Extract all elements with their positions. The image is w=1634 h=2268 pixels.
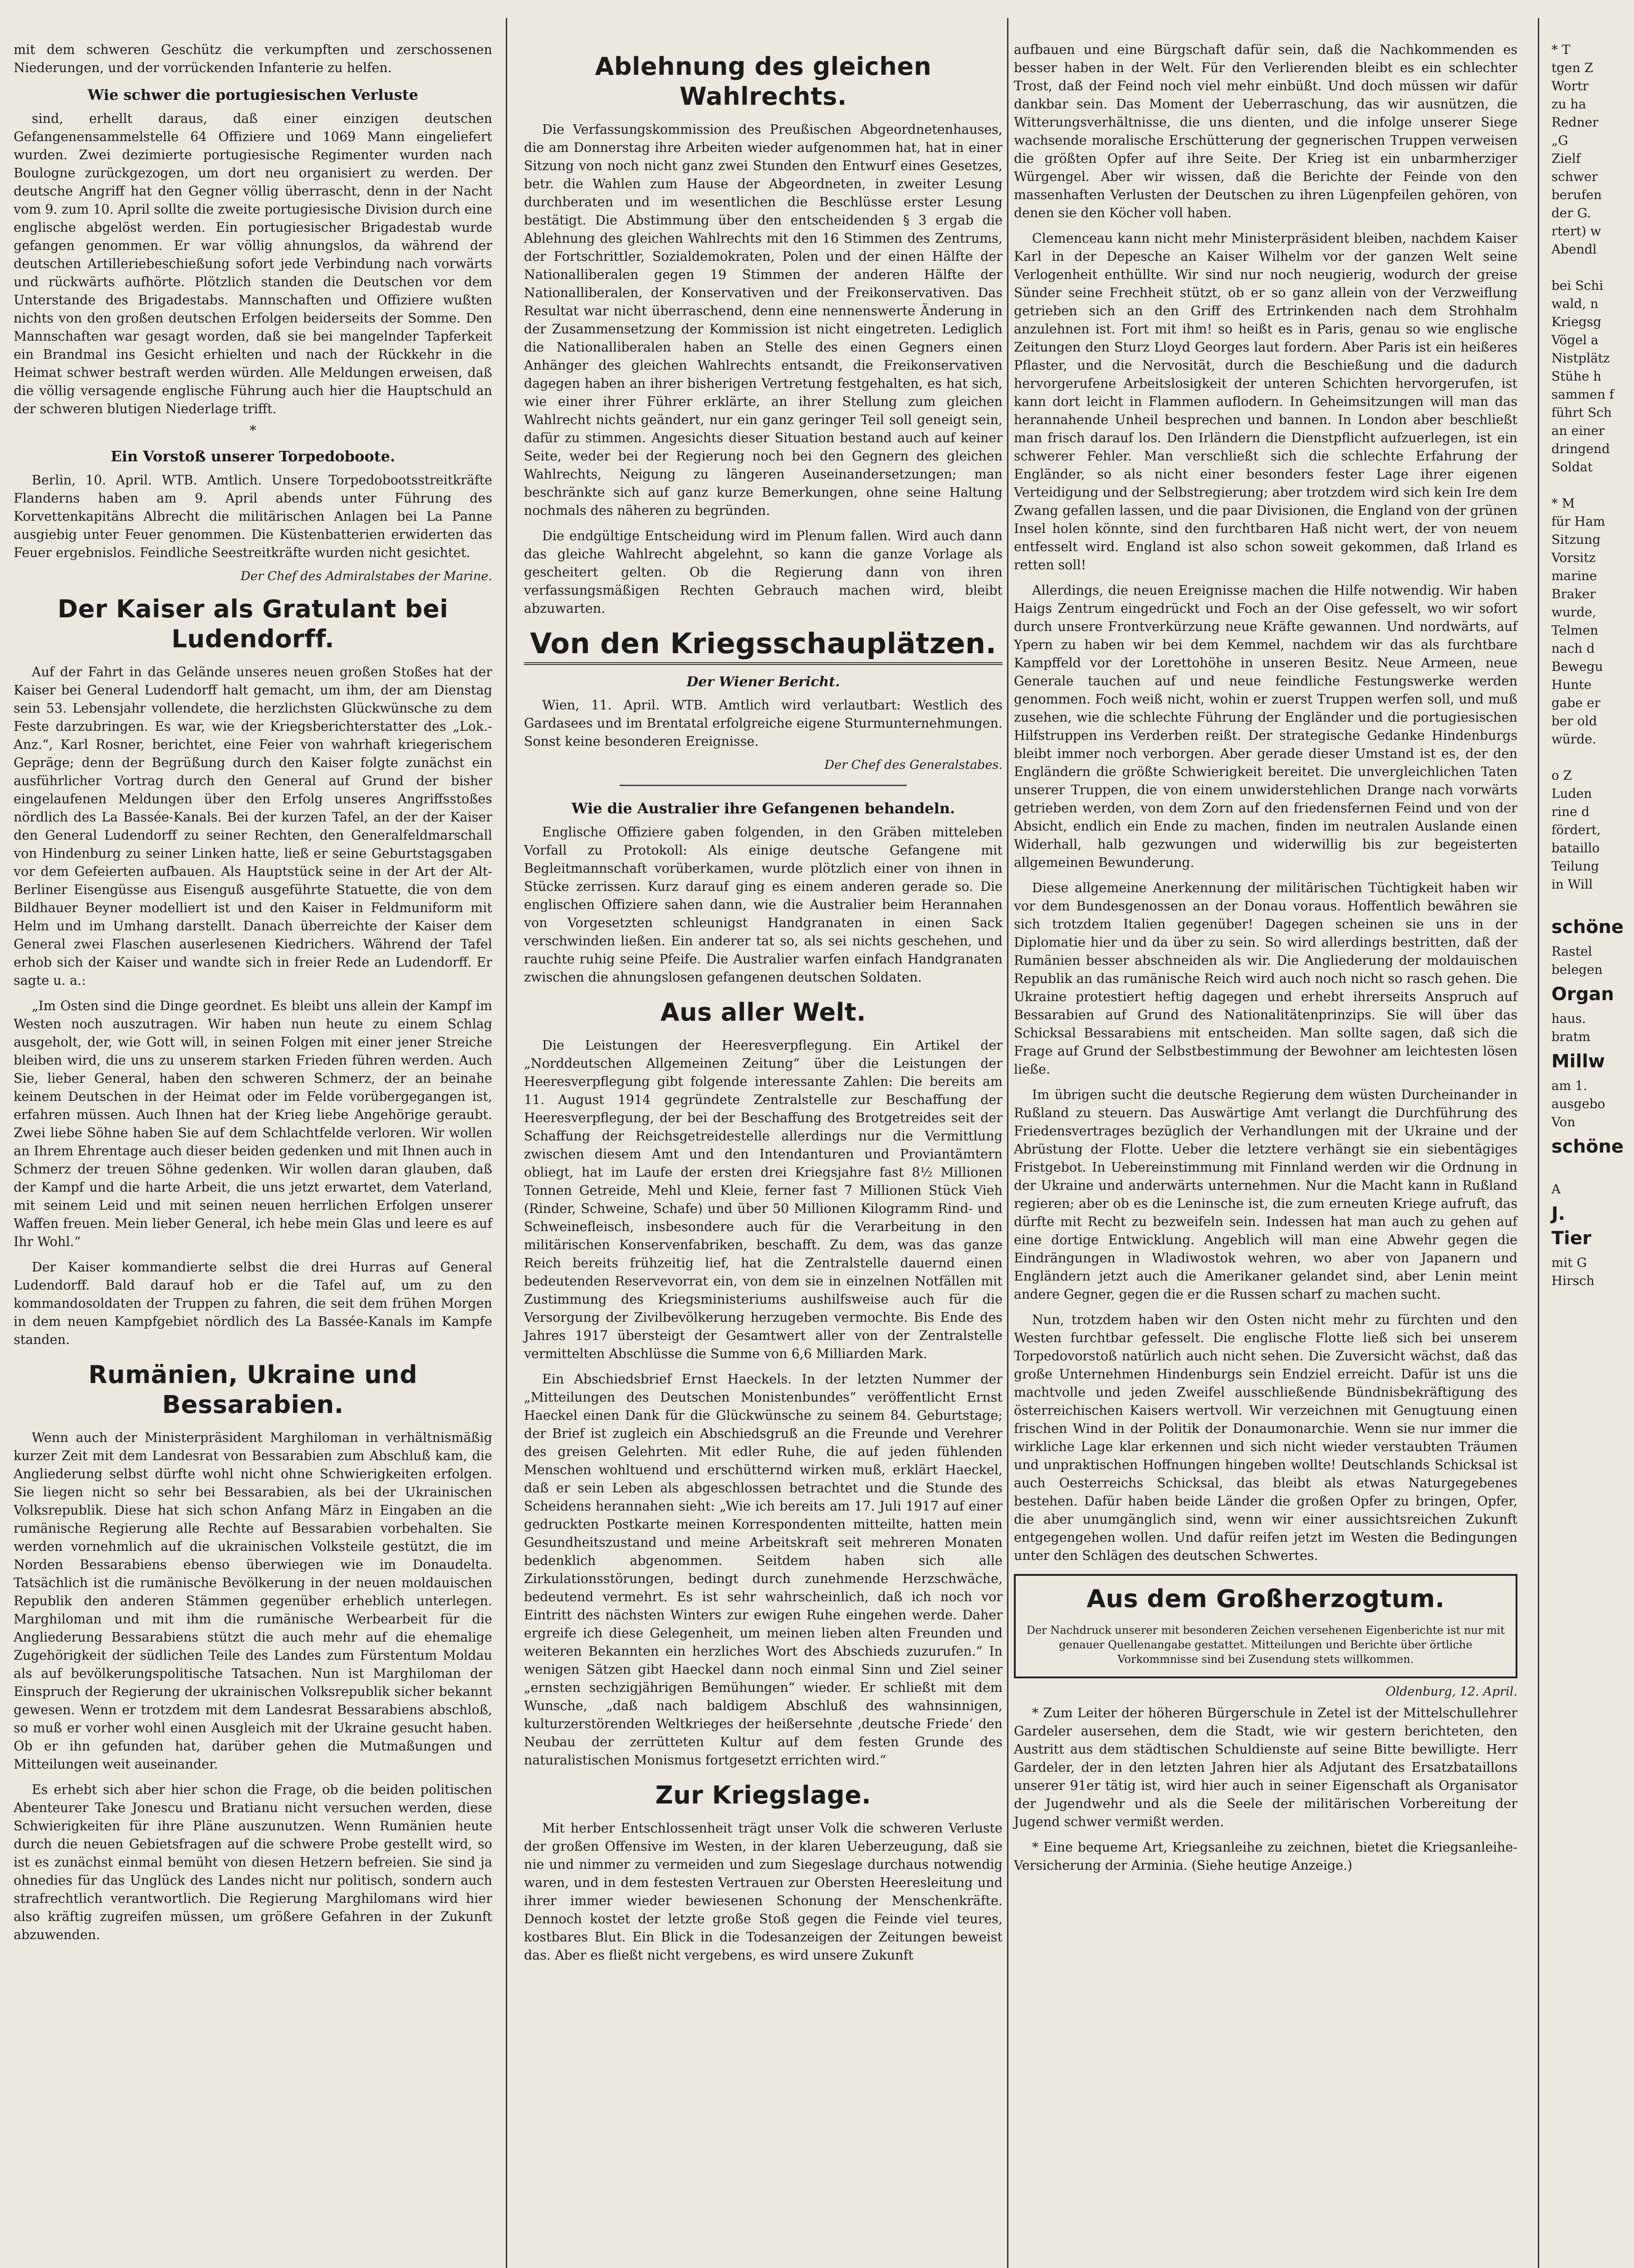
rumania-paragraph-2: Es erhebt sich aber hier schon die Frage, ob die beiden politischen Abenteurer Take Jonescu und Bratianu nicht versuchen werden, diese Schwierigkeiten für ihre Pläne auszunutzen. Wenn Rumänien heute durch die neuen Gebietsfragen auf die schwere Probe gestellt wird, so ist es zunächst einmal bemüht von diesen Hetzern befreien. Sie sind ja ohnedies für das Unglück des Landes nicht nur politisch, sondern auch strafrechtlich verantwortlich. Die Regierung Marghilomans wird hier also kräftig zugreifen müssen, um größere Gefahren in der Zukunft abzuwenden. <box>14 1782 492 1942</box>
torpedo-signature: Der Chef des Admiralstabes der Marine. <box>240 569 492 583</box>
fragment-line <box>1551 748 1629 767</box>
rumania-heading: Rumänien, Ukraine und Bessarabien. <box>88 1360 418 1419</box>
fragment-line: zu ha <box>1551 97 1586 112</box>
fragment-line: Stühe h <box>1551 369 1602 384</box>
torpedo-text: Berlin, 10. April. WTB. Amtlich. Unsere Torpedobootsstreitkräfte Flanderns haben am 9. April abends unter Führung des Korvettenkapitäns Albrecht die militärischen Anlagen bei La Panne ausgiebig unter Feuer genommen. Die Küstenbatterien erwiderten das Feuer ergebnislos. Feindliche Seestreitkräfte wurden nicht gesichtet. <box>14 473 492 560</box>
fragment-line: Sitzung <box>1551 532 1601 547</box>
column-4-fragment <box>1551 41 1629 1290</box>
wahlrecht-paragraph-1: Die Verfassungskommission des Preußischen Abgeordnetenhauses, die am Donnerstag ihre Arbeiten wieder aufgenommen hat, hat in einer Sitzung von noch nicht ganz zwei Stunden den Entwurf eines Gesetzes, betr. die Wahlen zum Hause der Abgeordneten, in zweiter Lesung durchberaten und im wesentlichen die Beschlüsse erster Lesung bestätigt. Die Abstimmung über den entscheidenden § 3 ergab die Ablehnung des gleichen Wahlrechts mit den 16 Stimmen des Zentrums, der Fortschrittler, Sozialdemokraten, Polen und der einen Hälfte der Nationalliberalen gegen 19 Stimmen der anderen Hälfte der Nationalliberalen, der Konservativen und der Freikonservativen. Das Resultat war nicht überraschend, denn eine nennenswerte Änderung in der Zusammensetzung der Kommission ist nicht eingetreten. Lediglich die Nationalliberalen haben an Stelle des einen Gegners einen Anhänger des gleichen Wahlrechts entsandt, die Freikonservativen dagegen haben an ihrer bisherigen Vertretung festgehalten, es hat sich, wie einer ihrer Führer erklärte, an ihrer Stellung zum gleichen Wahlrecht nichts geändert, nur ein ganz geringer Teil soll geneigt sein, dafür zu stimmen. Angesichts dieser Situation bestand auch auf keiner Seite, weder bei der Regierung noch bei den Gegnern des gleichen Wahlrechts, Neigung zu längeren Auseinandersetzungen; man beschränkte sich auf ganz kurze Bemerkungen, ohne seine Haltung nochmals des näheren zu begründen. <box>524 122 1003 518</box>
fragment-line: o Z <box>1551 768 1572 783</box>
fragment-line: Luden <box>1551 786 1592 801</box>
fragment-line: der G. <box>1551 205 1591 220</box>
fragment-line: Organ <box>1551 984 1614 1005</box>
fragment-line <box>1551 476 1629 494</box>
welt-paragraph-1: Die Leistungen der Heeresverpflegung. Ein Artikel der „Norddeutschen Allgemeinen Zeitung“ über die Leistungen der Heeresverpflegung gibt folgende interessante Zahlen: Die bereits am 11. August 1914 gegründete Zentralstelle zur Beschaffung der Heeresverpflegung, der bei der Beschaffung des Brotgetreides seit der Schaffung der Reichsgetreidestelle allerdings nur die Vermittlung zwischen diesem Amt und den Intendanturen und Proviantämtern obliegt, hat im Laufe der ersten drei Kriegsjahre fast 8½ Millionen Tonnen Getreide, Mehl und Kleie, ferner fast 7 Millionen Stück Vieh (Rinder, Schweine, Schafe) und über 50 Millionen Kilogramm Rind- und Schweinefleisch, insbesondere auch für die Verarbeitung in den militärischen Konservenfabriken, beschafft. Zu dem, was das ganze Reich bereits frühzeitig lief, hat die Zentralstelle dauernd einen bedeutenden Reservevorrat ein, von dem sie in einzelnen Notfällen mit Zustimmung des Kriegsministeriums aushilfsweise auch für die Versorgung der Zivilbevölkerung herzugeben vermochte. Bis Ende des Jahres 1917 übersteigt der Gesamtwert aller von der Zentralstelle vermittelten Abschlüsse die Summe von 6,6 Milliarden Mark. <box>524 1038 1003 1361</box>
fragment-line: nach d <box>1551 641 1595 656</box>
fragment-line: J. <box>1551 1203 1566 1224</box>
fragment-line: sammen f <box>1551 387 1614 402</box>
fragment-line: Soldat <box>1551 459 1593 474</box>
fragment-line <box>1551 259 1629 277</box>
kaiser-paragraph-2: Der Kaiser kommandierte selbst die drei Hurras auf General Ludendorff. Bald darauf hob er die Tafel auf, um zu den kommandosoldaten der Truppen zu fahren, die seit dem frühen Morgen in dem neuen Kampfgebiet nördlich des La Bassée-Kanals im Kampfe standen. <box>14 1260 492 1347</box>
lage-text: Mit herber Entschlossenheit trägt unser Volk die schweren Verluste der großen Offensive im Westen, in der klaren Ueberzeugung, daß sie nie und nimmer zu vermeiden und zum Siegeslage durchaus notwendig waren, und in dem festesten Vertrauen zur Obersten Heeresleitung und ihrer immer wieder bewiesenen Schonung der Menschenkräfte. Dennoch kostet der letzte große Stoß gegen die Feinde viel teures, kostbares Blut. Ein Blick in die Todesanzeigen der Zeitungen beweist das. Aber es fließt nicht vergebens, es wird unsere Zukunft <box>524 1821 1003 1963</box>
fragment-line: schöne <box>1551 917 1624 938</box>
kaiser-paragraph-1: Auf der Fahrt in das Gelände unseres neuen großen Stoßes hat der Kaiser bei General Ludendorff halt gemacht, um ihm, der am Dienstag sein 53. Lebensjahr vollendete, die herzlichsten Glückwünsche zu dem Feste darzubringen. Es war, wie der Kriegsberichterstatter des „Lok.-Anz.“, Karl Rosner, berichtet, eine Feier von wahrhaft kriegerischem Gepräge; denn der Begrüßung durch den Kaiser folgte zunächst ein ausführlicher Vortrag durch den General auf Grund der bisher eingelaufenen Meldungen über den Erfolg unseres Angriffsstoßes nördlich des La Bassée-Kanals. Bei der kurzen Tafel, an der der Kaiser den General Ludendorff zu seiner Rechten, den Generalfeldmarschall von Hindenburg zu seiner Linken hatte, ließ er seine Geburtstagsgaben vor dem Gefeierten aufbauen. Als Hauptstück seine in der Art der Alt-Berliner Eisengüsse aus Eisenguß ausgeführte Statuette, die von dem Bildhauer Beyner modelliert ist und den Kaiser in Feldmuniform mit Helm und im Umhang darstellt. Danach überreichte der Kaiser dem General zwei Flaschen auserlesenen Kiedrichers. Während der Tafel erhob sich der Kaiser und wandte sich in freier Rede an Ludendorff. Er sagte u. a.: <box>14 665 492 988</box>
col3-paragraph-6: Nun, trotzdem haben wir den Osten nicht mehr zu fürchten und den Westen furchtbar gefesselt. Die englische Flotte ließ sich bei unserem Torpedovorstoß natürlich auch nicht sehen. Die Zuversicht wächst, daß das große Unternehmen Hindenburgs sein Endziel erreicht. Dafür ist uns die machtvolle und jeden Zweifel ausschließende Bündnisbekräftigung des österreichischen Kaisers wertvoll. Wir verzeichnen mit Genugtuung einen frischen Wind in der Politik der Donaumonarchie. Wenn sie nur immer die wirkliche Lage klar erkennen und sich nicht wieder verstaubten Träumen und unpraktischen Hoffnungen hingeben wollte! Deutschlands Schicksal ist auch Oesterreichs Schicksal, das bleibt als etwas Naturgegebenes bestehen. Dafür haben beide Länder die großen Opfer zu bringen, Opfer, die aber unumgänglich sind, wenn wir einer aussichtsreichen Zukunft entgegengehen wollen. Und dafür reifen jetzt im Westen die Bedingungen unter den Schlägen des deutschen Schwertes. <box>1014 1312 1517 1563</box>
fragment-line: gabe er <box>1551 695 1600 710</box>
front-signature: Der Chef des Generalstabes. <box>824 758 1003 772</box>
fragment-line: ausgebo <box>1551 1096 1605 1111</box>
fragment-line: Rastel <box>1551 944 1592 959</box>
intro-text: mit dem schweren Geschütz die verkumpften und zerschossenen Niederungen, und der vorrückenden Infanterie zu helfen. <box>14 42 492 75</box>
fragment-line: rtert) w <box>1551 224 1601 239</box>
front-text: Wien, 11. April. WTB. Amtlich wird verlautbart: Westlich des Gardasees und im Brentatal erfolgreiche eigene Sturmunternehmungen. Sonst keine besonderen Ereignisse. <box>524 698 1003 749</box>
fragment-line: bratm <box>1551 1029 1590 1044</box>
welt-paragraph-2: Ein Abschiedsbrief Ernst Haeckels. In der letzten Nummer der „Mitteilungen des Deutschen Monistenbundes“ veröffentlicht Ernst Haeckel einen Dank für die Glückwünsche zu seinem 84. Geburtstage; der Brief ist zugleich ein Abschiedsgruß an die Freunde und Verehrer des greisen Gelehrten. Mit edler Ruhe, die auf jeden fühlenden Menschen wohltuend und erschütternd wirken muß, erklärt Haeckel, daß er sein Leben als abgeschlossen betrachtet und die Stunde des Scheidens herannahen sieht: „Wie ich bereits am 17. Juli 1917 auf einer gedruckten Postkarte meinen Korrespondenten mitteilte, hatten mein Gesundheitszustand und meine Arbeitskraft seit mehreren Monaten bedenklich abgenommen. Seitdem haben sich alle Zirkulationsstörungen, bedingt durch zunehmende Herzschwäche, bedeutend vermehrt. Es ist sehr wahrscheinlich, daß ich noch vor Eintritt des nächsten Winters zur ewigen Ruhe eingehen werde. Daher ergreife ich diese Gelegenheit, um meinen lieben alten Freunden und weiteren Bekannten ein herzliches Wort des Abschieds zuzurufen.“ In wenigen Sätzen gibt Haeckel dann noch einmal Sinn und Ziel seiner „ernsten sechzigjährigen Bemühungen“ wieder. Er schließt mit dem Wunsche, „daß nach baldigem Abschluß des wahnsinnigen, kulturzerstörenden Weltkrieges der heißersehnte ‚deutsche Friede‘ den Neubau der zerrütteten Kultur auf dem festen Grunde des naturalistischen Monismus fortgesetzt errichten wird.“ <box>524 1372 1003 1768</box>
grossherzogtum-paragraph-1: * Zum Leiter der höheren Bürgerschule in Zetel ist der Mittelschullehrer Gardeler ausersehen, dem die Stadt, wie wir gestern berichteten, den Austritt aus dem städtischen Schuldienste auf seine Bitte bewilligte. Herr Gardeler, der in den letzten Jahren hier als Adjutant des Ersatzbataillons unserer 91er tätig ist, wird hier auch in seiner Eigenschaft als Organisator der Jugendwehr und als die Seele der militärischen Vorbereitung der Jugend schwer vermißt werden. <box>1014 1706 1517 1829</box>
loss-heading: Wie schwer die portugiesischen Verluste <box>88 86 418 103</box>
fragment-line: Vögel a <box>1551 332 1599 347</box>
fragment-line: haus. <box>1551 1011 1586 1026</box>
col3-paragraph-1: aufbauen und eine Bürgschaft dafür sein, daß die Nachkommenden es besser haben in der Welt. Für den Verlierenden bleibt es ein schlechter Trost, daß der Feind noch viel mehr einbüßt. Und doch müssen wir dafür dankbar sein. Das Moment der Ueberraschung, das wir ausnützen, die Witterungsverhältnisse, die uns dienten, und die infolge unserer Siege wachsende moralische Erschütterung der gegnerischen Truppen verweisen die größten Opfer auf ihre Seite. Der Krieg ist ein unbarmherziger Würgengel. Aber wir wissen, daß die Berichte der Feinde von den massenhaften Verlusten der Deutschen zu ihren Lügenpfeilen gehören, von denen sie den Köcher voll haben. <box>1014 42 1517 220</box>
welt-heading: Aus aller Welt. <box>660 998 866 1026</box>
fragment-line: belegen <box>1551 962 1603 977</box>
grossherzogtum-paragraph-2: * Eine bequeme Art, Kriegsanleihe zu zeichnen, bietet die Kriegsanleihe-Versicherung der Arminia. (Siehe heutige Anzeige.) <box>1014 1840 1517 1873</box>
fragment-line: würde. <box>1551 732 1596 747</box>
loss-text: sind, erhellt daraus, daß einer einzigen deutschen Gefangenensammelstelle 64 Offiziere und 1069 Mann eingeliefert wurden. Zwei dezimierte portugiesische Regimenter wurden nach Boulogne zurückgezogen, um dort neu organisiert zu werden. Der deutsche Angriff hat den Gegner völlig überrascht, denn in der Nacht vom 9. zum 10. April sollte die zweite portugiesische Division durch eine englische abgelöst werden. Ein portugiesischer Brigadestab wurde gefangen genommen. Er war völlig ahnungslos, da während der deutschen Artilleriebeschießung sofort jede Verbindung nach vorwärts und rückwärts aufhörte. Plötzlich standen die Deutschen vor dem Unterstande des Brigadestabs. Mannschaften und Offiziere wußten nichts von den großen deutschen Erfolgen beiderseits der Somme. Den Mannschaften war gesagt worden, daß sie bei mangelnder Tapferkeit ein Brandmal ins Gesicht erhielten und nach der Rückkehr in die Heimat schwer bestraft werden würden. Alle Meldungen erweisen, daß die völlig versagende englische Führung auch hier die Hauptschuld an der schweren blutigen Niederlage trifft. <box>14 111 492 416</box>
divider <box>620 785 907 786</box>
fragment-line: Zielf <box>1551 151 1581 166</box>
fragment-line: mit G <box>1551 1255 1587 1270</box>
fragment-line: ber old <box>1551 714 1597 728</box>
fragment-line: fördert, <box>1551 822 1601 837</box>
fragment-line: an einer <box>1551 423 1605 438</box>
front-subheading: Der Wiener Bericht. <box>686 674 840 690</box>
column-3 <box>1014 41 1517 1882</box>
fragment-line: * M <box>1551 496 1575 511</box>
fragment-line: Von <box>1551 1114 1575 1129</box>
lage-heading: Zur Kriegslage. <box>655 1781 871 1809</box>
fragment-line: rine d <box>1551 804 1590 819</box>
section-mark: * <box>250 423 256 439</box>
fragment-line <box>1551 1162 1629 1180</box>
fragment-line: berufen <box>1551 187 1602 202</box>
fragment-line: schöne <box>1551 1136 1624 1157</box>
kaiser-heading: Der Kaiser als Gratulant bei Ludendorff. <box>57 595 449 653</box>
wahlrecht-heading: Ablehnung des gleichen Wahlrechts. <box>595 52 932 111</box>
col3-paragraph-4: Diese allgemeine Anerkennung der militärischen Tüchtigkeit haben wir vor dem Bundesgenossen an der Donau voraus. Hoffentlich bewähren sie sich trotzdem Italien gegenüber! Dagegen scheinen sie uns in der Diplomatie hier und da über zu sein. So wird allerdings bestritten, daß der Rumänien besser abschneiden als wir. Die Angliederung der moldauischen Republik an das rumänische Reich wird auch noch nicht so rasch gehen. Die Ukraine protestiert heftig dagegen und erhebt ihrerseits Anspruch auf Bessarabien auf Grund des Nationalitätenprinzips. Sie will über das Schicksal Bessarabiens mit entscheiden. Man sollte sagen, daß sich die Frage auf Grund der Selbstbestimmung der Bewohner am leichtesten lösen ließe. <box>1014 880 1517 1077</box>
grossherzogtum-heading: Aus dem Großherzogtum. <box>1086 1584 1445 1613</box>
fragment-line: Millw <box>1551 1051 1605 1072</box>
fragment-line: Tier <box>1551 1228 1591 1249</box>
torpedo-heading: Ein Vorstoß unserer Torpedoboote. <box>111 448 395 465</box>
kaiser-quote: „Im Osten sind die Dinge geordnet. Es bleibt uns allein der Kampf im Westen noch auszutragen. Wir haben nun heute zu einem Schlag ausgeholt, der, wie Gott will, in seinen Folgen mit einer jener Streiche bleiben wird, die uns zu unserem starken Frieden führen werden. Auch Sie, lieber General, haben den schweren Schmerz, der an beinahe keinem Deutschen in der Heimat oder im Felde vorübergegangen ist, erfahren müssen. Auch Ihnen hat der Krieg liebe Angehörige geraubt. Zwei liebe Söhne haben Sie auf dem Schlachtfelde verloren. Wir wollen an Ihrem Ehrentage auch dieser beiden gedenken und mit Ihnen auch in Schmerz der treuen Söhne gedenken. Wir wollen daran glauben, daß der Kampf und die harte Arbeit, die uns jetzt erwartet, dem Vaterland, mit seinem Leid und mit seinen neuen herrlichen Erfolgen unserer Waffen freuen. Mein lieber General, ich hebe mein Glas und leere es auf Ihr Wohl.“ <box>14 998 492 1249</box>
fragment-line: Bewegu <box>1551 659 1603 674</box>
fragment-line: Teilung <box>1551 859 1599 874</box>
front-heading: Von den Kriegsschauplätzen. <box>524 629 1003 665</box>
fragment-line: „G <box>1551 133 1568 148</box>
grossherzogtum-note: Der Nachdruck unserer mit besonderen Zeichen versehenen Eigenberichte ist nur mit genauer Quellenangabe gestattet. Mitteilungen und Berichte über örtliche Vorkommnisse sind bei Zusendung stets willkommen. <box>1026 1624 1505 1666</box>
fragment-line: A <box>1551 1182 1561 1197</box>
fragment-line: für Ham <box>1551 514 1605 529</box>
fragment-line: Kriegsg <box>1551 314 1602 329</box>
fragment-line: marine <box>1551 568 1597 583</box>
fragment-line: führt Sch <box>1551 405 1612 420</box>
col3-paragraph-3: Allerdings, die neuen Ereignisse machen die Hilfe notwendig. Wir haben Haigs Zentrum eingedrückt und Foch an der Oise gefesselt, wo wir sofort durch unsere Frontverkürzung neue Kräfte gewannen. Und nordwärts, auf Ypern zu haben wir bei dem Kemmel, nachdem wir das als furchtbare Kampffeld vor der Lorettohöhe in unseren Besitz. Neue Armeen, neue Generale tauchen auf und neue feindliche Festungswerke werden genommen. Foch weiß nicht, wohin er zuerst Truppen werfen soll, und muß zusehen, wie die schlechte Führung der Engländer und die portugiesischen Hilfstruppen ins Verderben reißt. Der strategische Gedanke Hindenburgs bleibt immer noch verborgen. Aber gerade dieser Umstand ist es, der den Engländern die größte Schwierigkeit bereitet. Die unvergleichlichen Taten unserer Truppen, die von einem unwiderstehlichen Drange nach vorwärts getrieben werden, von dem Zorn auf den friedensfernen Feind und von der Absicht, endlich ein Ende zu machen, finden im neutralen Auslande einen Widerhall, halb gezwungen und widerwillig bis zur begeisterten allgemeinen Bewunderung. <box>1014 583 1517 870</box>
fragment-line: wurde, <box>1551 605 1596 620</box>
fragment-line: bataillo <box>1551 841 1600 855</box>
grossherzogtum-box <box>1014 1574 1517 1678</box>
fragment-line: Braker <box>1551 587 1596 601</box>
australier-text: Englische Offiziere gaben folgenden, in den Gräben mitteleben Vorfall zu Protokoll: Als einige deutsche Gefangene mit Begleitmannschaft vorüberkamen, wurde plötzlich einer von ihnen in Stücke zerrissen. Kurz darauf ging es einem anderen gerade so. Die englischen Offiziere sahen dann, wie die Australier beim Herannahen von Vorgesetzten schleunigst Handgranaten in einen Sack verschwinden ließen. Ein anderer tat so, als sei nichts geschehen, und rauchte ruhig seine Pfeife. Die Australier warfen einfach Handgranaten zwischen die ahnungslosen gefangenen deutschen Soldaten. <box>524 825 1003 985</box>
fragment-line: tgen Z <box>1551 60 1594 75</box>
fragment-line: Wortr <box>1551 78 1589 93</box>
col3-paragraph-5: Im übrigen sucht die deutsche Regierung dem wüsten Durcheinander in Rußland zu steuern. Das Auswärtige Amt verlangt die Durchführung des Friedensvertrages bezüglich der Verhandlungen mit der Ukraine und der Abrüstung der Flotte. Ueber die letztere verhängt sie ein siebentägiges Fristgebot. In Uebereinstimmung mit Finnland werden wir die Ordnung in der Ukraine und anderwärts unternehmen. Nur die Macht kann in Rußland regieren; aber ob es die Leninsche ist, die zum erneuten Kriege aufruft, das dürfte mit Recht zu bezweifeln sein. Indessen hat man auch zu gehen auf eine dortige Entwicklung. Angeblich will man eine Abwehr gegen die Eindrängungen in Wladiwostok wehren, wo aber von Japanern und Engländern jetzt auch die Amerikaner gelandet sind, aber Lenin meint andere Gegner, gegen die er die Russen scharf zu machen sucht. <box>1014 1087 1517 1302</box>
fragment-line: Abendl <box>1551 242 1597 257</box>
fragment-line: * T <box>1551 42 1570 57</box>
fragment-line: in Will <box>1551 877 1593 892</box>
fragment-line: Hunte <box>1551 677 1592 692</box>
column-1 <box>14 41 492 1951</box>
fragment-line: Telmen <box>1551 623 1599 638</box>
fragment-line: am 1. <box>1551 1078 1587 1093</box>
australier-heading: Wie die Australier ihre Gefangenen behandeln. <box>571 800 955 817</box>
fragment-line: wald, n <box>1551 296 1599 311</box>
rumania-paragraph-1: Wenn auch der Ministerpräsident Marghiloman in verhältnismäßig kurzer Zeit mit dem Landesrat von Bessarabien zum Abschluß kam, die Angliederung selbst dürfte wohl nicht ohne Schwierigkeiten erfolgen. Sie liegen nicht so sehr bei Bessarabien, als bei der Ukrainischen Volksrepublik. Diese hat sich schon Anfang März in Eingaben an die rumänische Regierung alle Rechte auf Bessarabien vorbehalten. Sie werden vornehmlich auf die ukrainischen Volksteile gestützt, die im Norden Bessarabiens ebenso überwiegen wie im Donaudelta. Tatsächlich ist die rumänische Bevölkerung in der neuen moldauischen Republik den anderen Stämmen gegenüber erheblich unterlegen. Marghiloman und mit ihm die rumänische Werbearbeit für die Angliederung Bessarabiens stützt die auch mehr auf die ehemalige Zugehörigkeit der südlichen Teile des Landes zum Fürstentum Moldau als auf bevölkerungspolitische Tatsachen. Nun ist Marghiloman der Einspruch der Regierung der ukrainischen Volksrepublik sicher bekannt gewesen. Wenn er trotzdem mit dem Landesrat Bessarabiens abschloß, so muß er vorher wohl einen Ausgleich mit der Ukraine gesucht haben. Ob er ihn gefunden hat, darüber gehen die Mutmaßungen und Mitteilungen weit auseinander. <box>14 1430 492 1772</box>
fragment-line: Redner <box>1551 115 1599 130</box>
column-2 <box>524 41 1003 1972</box>
fragment-line: bei Schi <box>1551 278 1604 293</box>
fragment-line: schwer <box>1551 169 1598 184</box>
fragment-line: dringend <box>1551 441 1610 456</box>
fragment-line <box>1551 894 1629 912</box>
dateline: Oldenburg, 12. April. <box>1385 1685 1517 1699</box>
col3-paragraph-2: Clemenceau kann nicht mehr Ministerpräsident bleiben, nachdem Kaiser Karl in der Depesche an Kaiser Wilhelm vor der ganzen Welt seine Verlogenheit enthüllte. Wir sind nur noch neugierig, wodurch der greise Sünder seine Frechheit stützt, ob er so ganz allein von der Verzweiflung getrieben sich an den Griff des Ertrinkenden nach dem Strohhalm anzulehnen ist. Fort mit ihm! so heißt es in Paris, genau so wie englische Zeitungen den Sturz Lloyd Georges laut fordern. Aber Paris ist ein heißeres Pflaster, und die Nervosität, durch die Beschießung und die dadurch hervorgerufene Arbeitslosigkeit der unteren Schichten hervorgerufen, ist kann dort leicht in Flammen auflodern. In Geheimsitzungen will man das herannahende Unheil besprechen und bannen. In London aber beschließt man frisch darauf los. Den Irländern die Dienstpflicht aufzuerlegen, ist ein schwerer Fehler. Man verschließt sich die schlechte Erfahrung der Engländer, so als nicht einer besonders fester Lage ihrer eigenen Verteidigung und der Selbstregierung; aber trotzdem wird sich kein Ire dem Zwang gefallen lassen, und die paar Divisionen, die England von der grünen Insel holen könnte, sind den furchtbaren Haß nicht wert, der von neuem entfesselt wird. England ist also schon soweit gekommen, daß Irland es retten soll! <box>1014 231 1517 572</box>
fragment-line: Nistplätz <box>1551 351 1610 366</box>
fragment-line: Vorsitz <box>1551 550 1596 565</box>
wahlrecht-paragraph-2: Die endgültige Entscheidung wird im Plenum fallen. Wird auch dann das gleiche Wahlrecht abgelehnt, so kann die ganze Vorlage als gescheitert gelten. Ob die Regierung dann von ihren verfassungsmäßigen Rechten Gebrauch machen wird, bleibt abzuwarten. <box>524 528 1003 616</box>
fragment-line: Hirsch <box>1551 1273 1595 1288</box>
